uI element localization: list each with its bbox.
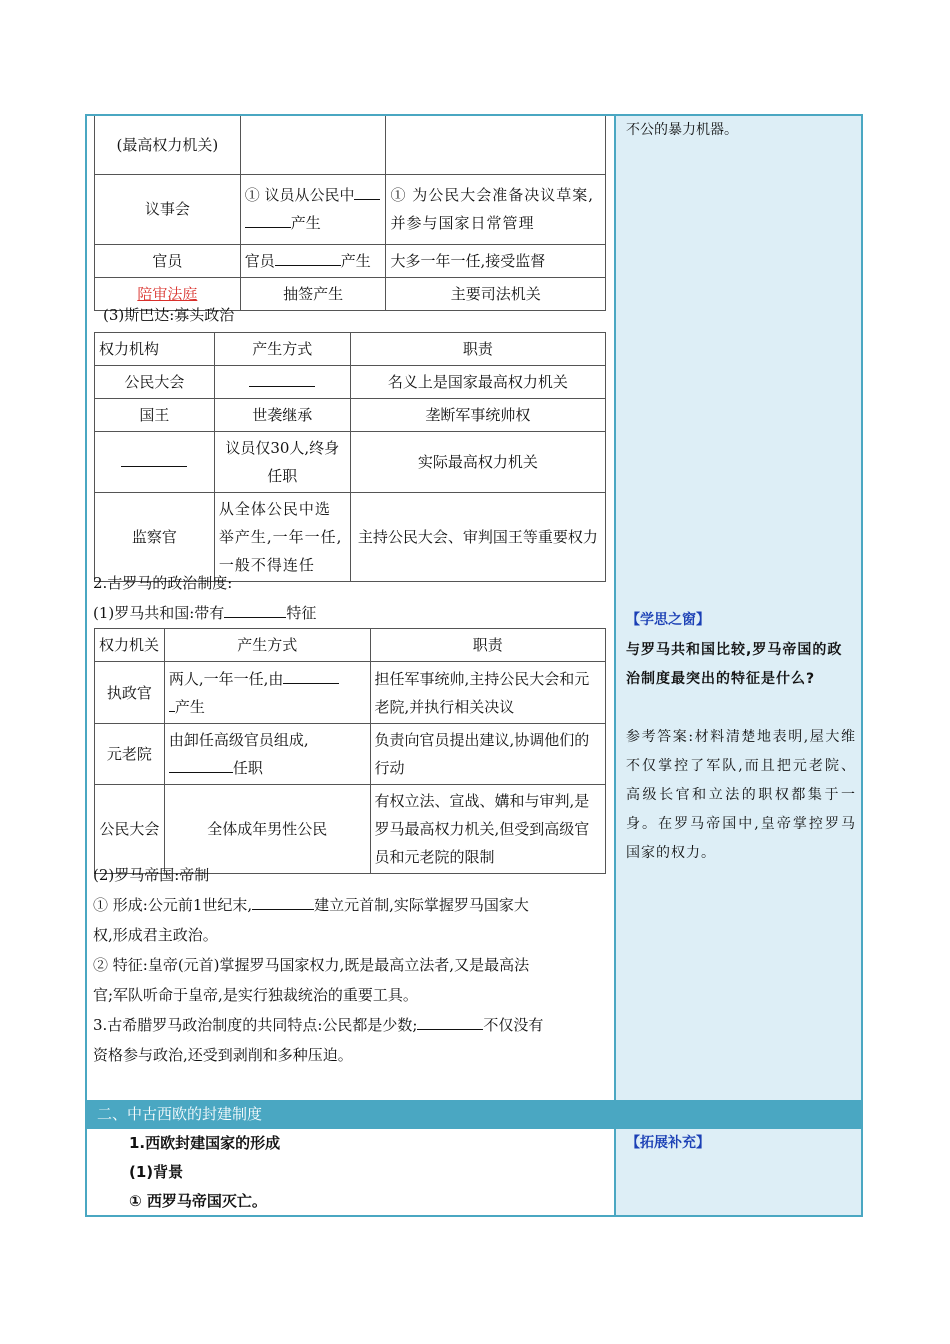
table-cell: 议事会 (95, 174, 241, 244)
table-cell: 抽签产生 (240, 277, 386, 310)
table-row (95, 399, 606, 432)
table-cell: 全体成年男性公民 (164, 785, 370, 874)
table-cell: 担任军事统帅,主持公民大会和元老院,并执行相关决议 (370, 662, 605, 724)
table-cell: 从全体公民中选举产生,一年一任,一般不得连任 (214, 493, 350, 582)
section-title-band: 二、中古西欧的封建制度 (87, 1100, 861, 1129)
sidebar-expand (616, 1129, 861, 1215)
table-row (95, 174, 606, 244)
column-header: 权力机构 (95, 333, 215, 366)
table-cell: 负责向官员提出建议,协调他们的行动 (370, 724, 605, 785)
table-cell (240, 244, 386, 277)
fill-blank[interactable] (354, 185, 380, 200)
content-frame (85, 114, 863, 1217)
line-text: 3.古希腊罗马政治制度的共同特点:公民都是少数; (93, 1016, 418, 1034)
table-cell: 垄断军事统帅权 (350, 399, 605, 432)
section2-line1: 1.西欧封建国家的形成 (129, 1134, 281, 1152)
fill-blank[interactable] (275, 251, 341, 266)
empire-feature-cont: 官;军队听命于皇帝,是实行独裁统治的重要工具。 (93, 986, 418, 1004)
fill-blank[interactable] (252, 895, 314, 910)
fill-blank[interactable] (224, 603, 286, 618)
table-cell: 元老院 (95, 724, 165, 785)
line-text: 建立元首制,实际掌握罗马国家大 (314, 896, 529, 914)
sidebar-top-text: 不公的暴力机器。 (626, 122, 738, 138)
table-cell (240, 116, 386, 174)
sidebar (616, 116, 861, 1100)
table-cell (95, 432, 215, 493)
fill-blank[interactable] (417, 1015, 483, 1030)
section2-line3: ① 西罗马帝国灭亡。 (129, 1192, 267, 1210)
column-header: 职责 (370, 629, 605, 662)
table-cell: 名义上是国家最高权力机关 (350, 366, 605, 399)
table-row (95, 662, 606, 724)
athens-table (94, 116, 606, 311)
study-window-answer: 参考答案:材料清楚地表明,屋大维不仅掌控了军队,而且把元老院、高级长官和立法的职权都集于一身。在罗马帝国中,皇帝掌控罗马国家的权力。 (626, 729, 856, 861)
fill-blank[interactable] (169, 758, 233, 773)
table-row (95, 432, 606, 493)
line-text: 特征 (286, 604, 317, 622)
column-header: 产生方式 (164, 629, 370, 662)
table-cell (164, 662, 370, 724)
column-header: 职责 (350, 333, 605, 366)
study-window-title: 【学思之窗】 (626, 612, 710, 628)
empire-formation (93, 890, 529, 920)
table-cell: 执政官 (95, 662, 165, 724)
fill-blank[interactable] (121, 452, 187, 467)
main-column (87, 116, 616, 1100)
section2-body (87, 1129, 616, 1215)
table-cell: 监察官 (95, 493, 215, 582)
jury-court-link[interactable]: 陪审法庭 (137, 284, 198, 303)
table-header-row (95, 629, 606, 662)
table-row (95, 116, 606, 174)
cell-text: 任职 (232, 759, 263, 777)
section2-line2: (1)背景 (129, 1163, 184, 1181)
table-cell: 大多一年一任,接受监督 (386, 244, 606, 277)
table-cell: 有权立法、宣战、媾和与审判,是罗马最高权力机关,但受到高级官员和元老院的限制 (370, 785, 605, 874)
common-features (93, 1010, 543, 1040)
cell-text: 官员 (244, 251, 275, 270)
expand-title: 【拓展补充】 (626, 1135, 710, 1151)
table-cell: 议员仅30人,终身任职 (214, 432, 350, 493)
line-text: (1)罗马共和国:带有 (93, 604, 225, 622)
empire-formation-cont: 权,形成君主政治。 (93, 926, 218, 944)
table-cell: 世袭继承 (214, 399, 350, 432)
column-header: 权力机关 (95, 629, 165, 662)
cell-text: ① 议员从公民中 (244, 186, 355, 204)
study-window-question: 与罗马共和国比较,罗马帝国的政治制度最突出的特征是什么? (626, 642, 843, 687)
sparta-table (94, 332, 606, 582)
line-text: ① 形成:公元前1世纪末, (93, 896, 253, 914)
table-cell: 主要司法机关 (386, 277, 606, 310)
table-cell: 公民大会 (95, 366, 215, 399)
fill-blank[interactable] (283, 669, 339, 684)
table-cell (240, 174, 386, 244)
fill-blank[interactable] (249, 372, 315, 387)
line-text: 不仅没有 (483, 1016, 544, 1034)
cell-text: 产生 (340, 251, 371, 270)
republic-line (93, 598, 316, 628)
sparta-heading: (3)斯巴达:寡头政治 (103, 306, 235, 324)
table-row (95, 244, 606, 277)
table-header-row (95, 333, 606, 366)
table-cell: 公民大会 (95, 785, 165, 874)
table-cell: 官员 (95, 244, 241, 277)
table-cell: 主持公民大会、审判国王等重要权力 (350, 493, 605, 582)
cell-text: 产生 (174, 697, 205, 716)
empire-feature: ② 特征:皇帝(元首)掌握罗马国家权力,既是最高立法者,又是最高法 (93, 956, 530, 974)
table-cell: (最高权力机关) (95, 116, 241, 174)
cell-text: 产生 (290, 214, 321, 232)
cell-text: 由卸任高级官员组成, (168, 731, 309, 749)
table-cell (214, 366, 350, 399)
empire-heading: (2)罗马帝国:帝制 (93, 866, 210, 884)
table-row (95, 724, 606, 785)
common-features-cont: 资格参与政治,还受到剥削和多种压迫。 (93, 1046, 353, 1064)
table-cell (164, 724, 370, 785)
table-row (95, 366, 606, 399)
cell-text: 两人,一年一任,由 (168, 669, 284, 688)
rome-heading: 2.古罗马的政治制度: (93, 574, 233, 592)
republic-table (94, 628, 606, 874)
fill-blank[interactable] (245, 213, 291, 228)
column-header: 产生方式 (214, 333, 350, 366)
table-cell: ① 为公民大会准备决议草案,并参与国家日常管理 (386, 174, 606, 244)
table-cell: 实际最高权力机关 (350, 432, 605, 493)
table-cell: 国王 (95, 399, 215, 432)
table-cell (386, 116, 606, 174)
